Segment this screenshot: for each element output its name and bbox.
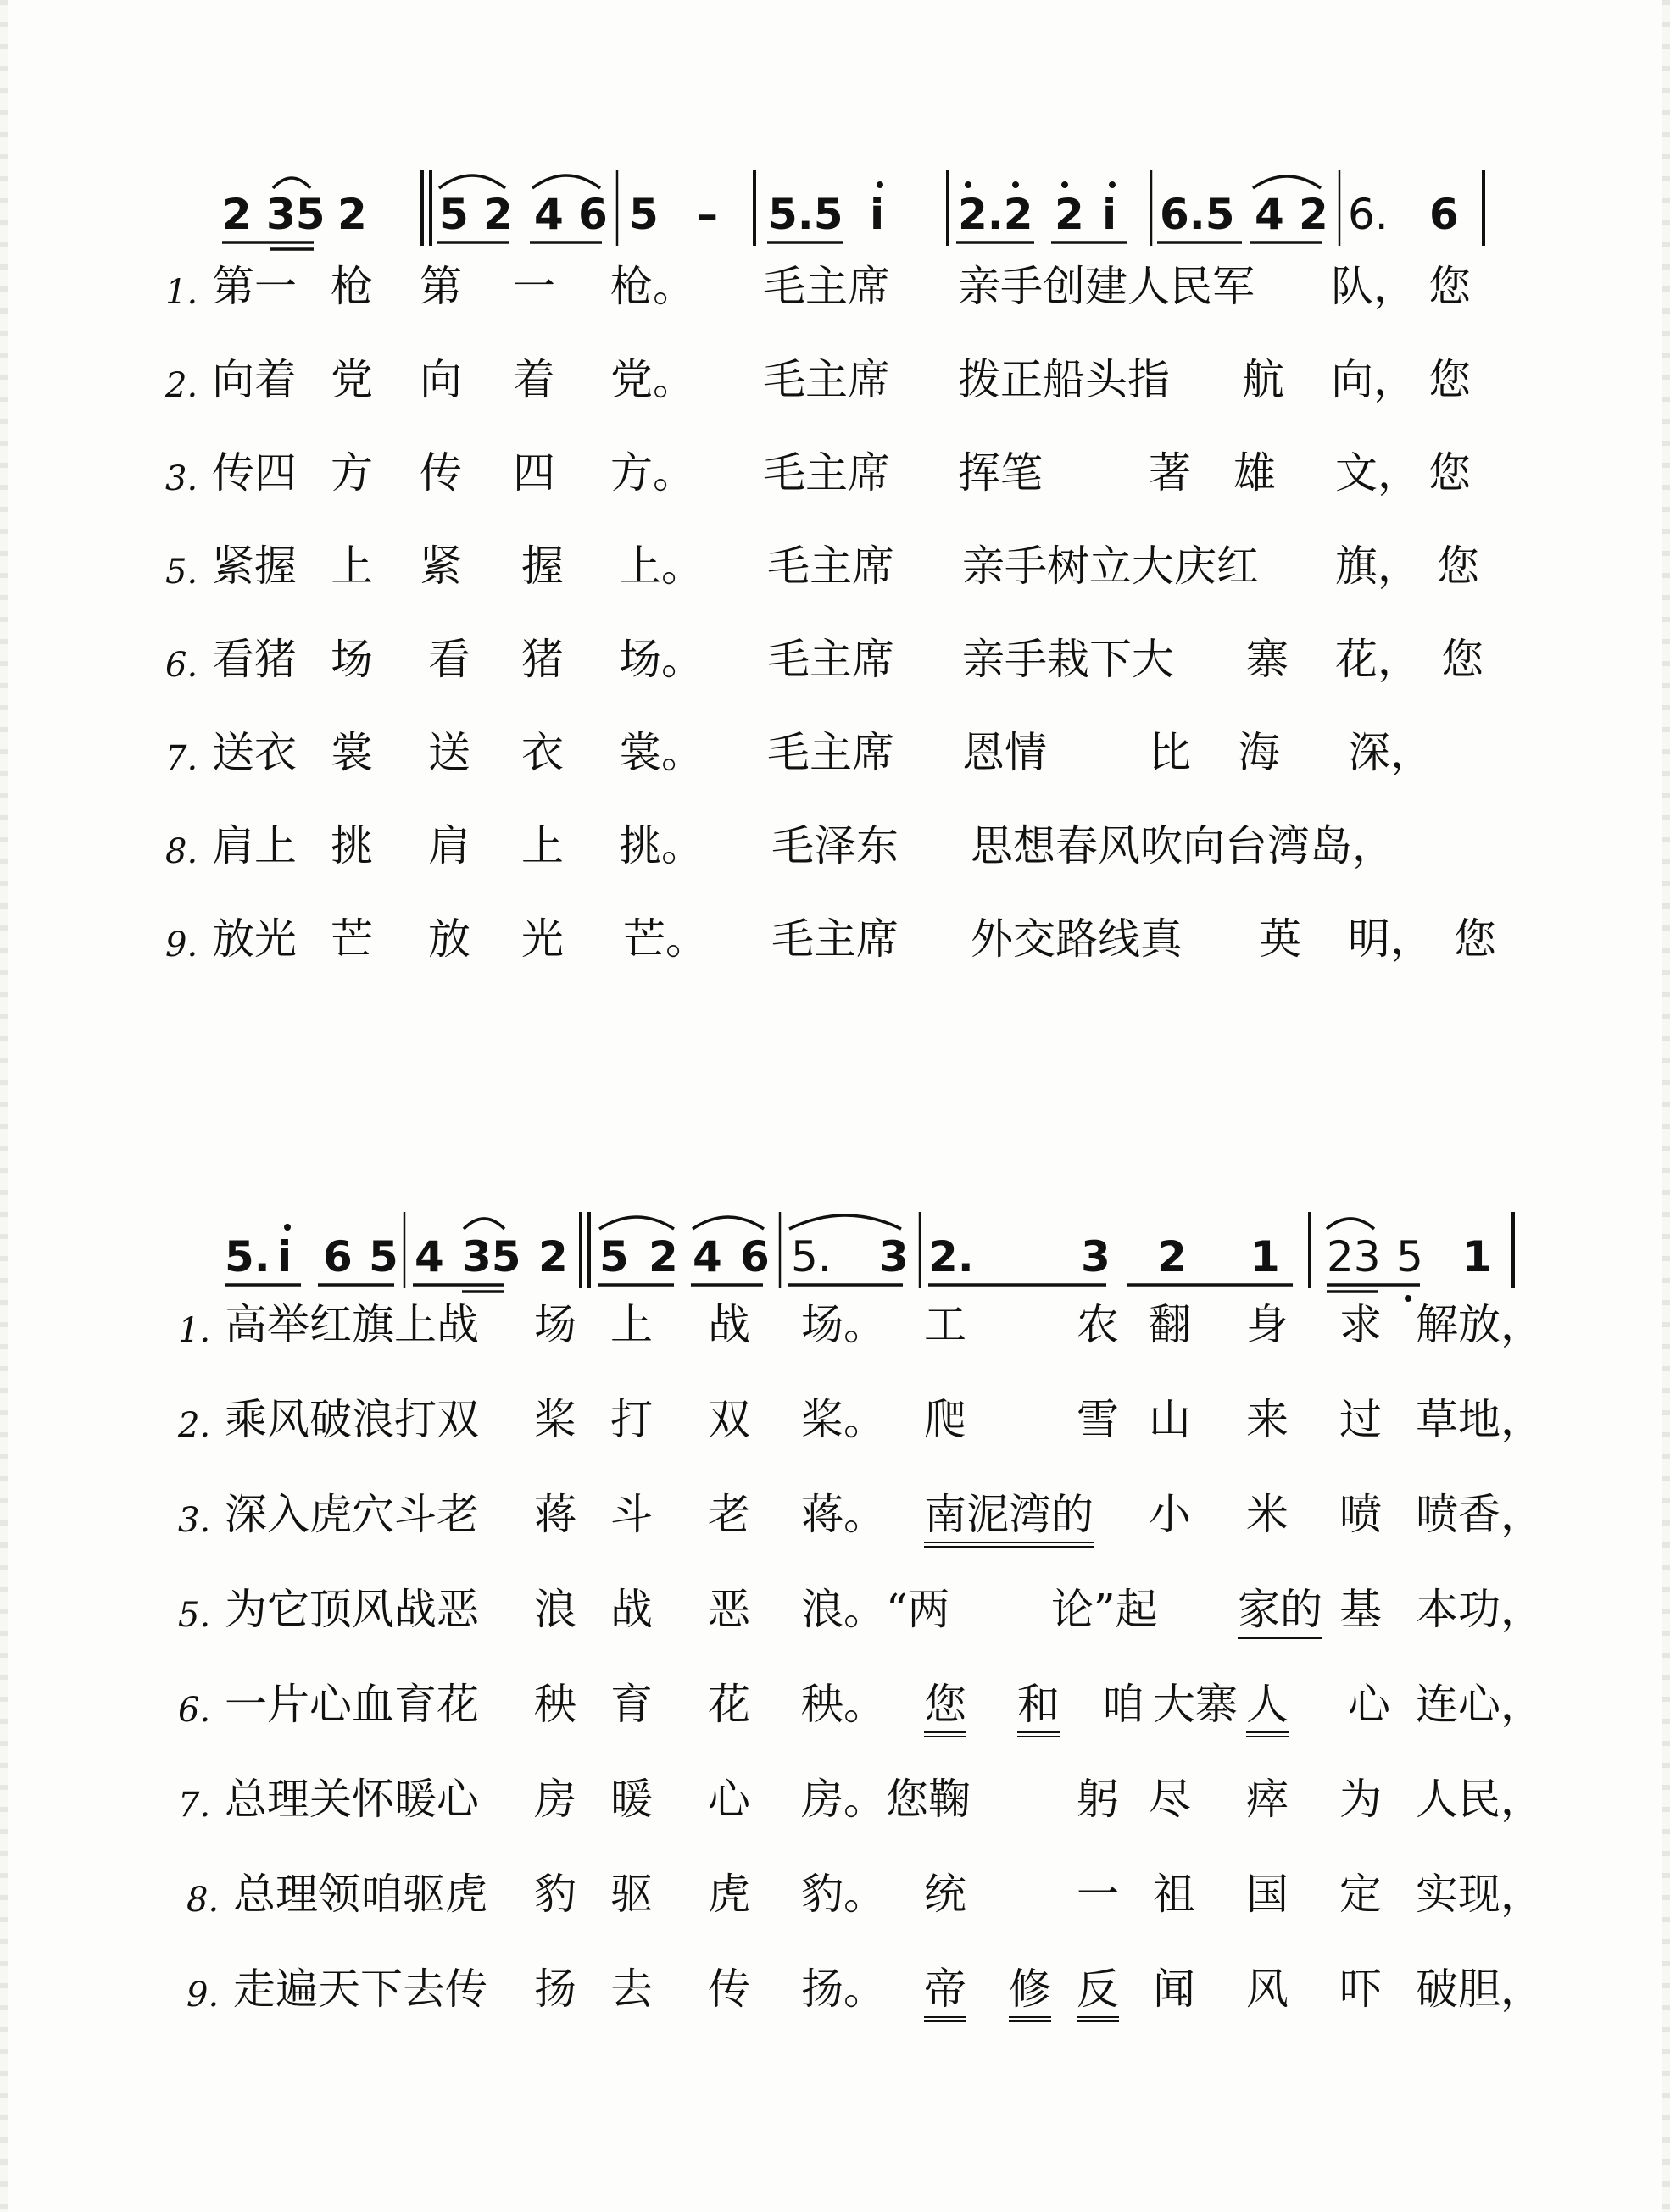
lyric-syllable: 心	[708, 1775, 750, 1824]
lyric-syllable: 总理关怀暖心	[225, 1775, 479, 1824]
lyric-line	[165, 627, 1522, 703]
note: 5	[439, 190, 469, 239]
lyric-syllable: 国	[1246, 1870, 1289, 1919]
lyric-syllable: 毛主席	[767, 542, 894, 591]
lyric-syllable: 房	[534, 1775, 576, 1824]
lyric-syllable: 为它顶风战恶	[225, 1585, 479, 1634]
lyric-syllable: 向	[420, 355, 462, 404]
note: –	[697, 190, 718, 239]
lyric-syllable: 枪	[331, 262, 373, 311]
note: 6	[323, 1232, 353, 1281]
lyric-syllable: 芒	[331, 914, 373, 964]
lyric-syllable: 放光	[212, 914, 297, 964]
lyric-syllable: 场	[534, 1300, 576, 1349]
note: 4	[415, 1232, 444, 1281]
lyric-syllable: 人	[1246, 1679, 1289, 1737]
note: 2	[222, 190, 252, 239]
high-octave-dot	[1061, 181, 1068, 188]
verse-number: 8.	[186, 1881, 220, 1920]
lyric-syllable: 浪	[534, 1585, 576, 1634]
lyric-syllable: 传	[420, 448, 462, 497]
lyric-syllable: 毛主席	[763, 448, 890, 497]
lyric-syllable: 和	[1017, 1679, 1060, 1737]
lyric-syllable: 传四	[212, 448, 297, 497]
lyric-syllable: 寨	[1246, 635, 1289, 684]
verse-number: 1.	[165, 273, 198, 312]
slur	[532, 175, 600, 188]
page-edge-right	[1662, 0, 1670, 2212]
lyric-syllable: 方	[331, 448, 373, 497]
lyric-syllable: 毛主席	[767, 635, 894, 684]
lyric-syllable: 闻	[1153, 1965, 1195, 2014]
lyric-syllable: 送衣	[212, 728, 297, 777]
lyric-syllable: 农	[1077, 1300, 1119, 1349]
note: 5.5	[768, 190, 843, 239]
lyric-syllable: 送	[428, 728, 470, 777]
lyric-syllable: 猪	[521, 635, 564, 684]
lyric-syllable: 英	[1259, 914, 1301, 964]
note: 5.	[791, 1232, 832, 1281]
note: 3	[879, 1232, 909, 1281]
lyric-syllable: 喷香，	[1416, 1490, 1543, 1539]
lyric-syllable: 第	[420, 262, 462, 311]
lyric-syllable: 花	[708, 1680, 750, 1729]
lyric-syllable: 秧。	[801, 1680, 886, 1729]
verse-number: 3.	[178, 1501, 211, 1540]
note: 4	[1255, 190, 1284, 239]
verse-number: 7.	[165, 739, 198, 778]
lyric-syllable: 向着	[212, 355, 297, 404]
lyric-line	[178, 1387, 1543, 1464]
lyric-syllable: 场。	[619, 635, 704, 684]
note: 6	[578, 190, 608, 239]
lyric-syllable: 枪。	[610, 262, 695, 311]
lyric-syllable: 方。	[610, 448, 695, 497]
lyric-syllable: 浪。“两	[801, 1585, 950, 1634]
lyric-syllable: 深入虎穴斗老	[225, 1490, 479, 1539]
lyric-syllable: 明，	[1348, 914, 1433, 964]
lyric-syllable: 扬。	[801, 1965, 886, 2014]
lyric-syllable: 旗，	[1335, 542, 1420, 591]
verse-number: 1.	[178, 1311, 211, 1350]
lyric-syllable: 毛主席	[763, 355, 890, 404]
note: 35	[266, 190, 326, 239]
note: i	[870, 190, 885, 239]
lyric-syllable: 外交路线真	[971, 914, 1183, 964]
lyric-syllable: 一	[513, 262, 555, 311]
lyric-syllable: 您	[1437, 542, 1479, 591]
lyric-syllable: 瘁	[1246, 1775, 1289, 1824]
lyric-syllable: 衣	[521, 728, 564, 777]
verse-number: 9.	[186, 1976, 220, 2015]
lyric-syllable: 裳	[331, 728, 373, 777]
lyric-syllable: 乘风破浪打双	[225, 1395, 479, 1444]
lyric-syllable: 一	[1077, 1870, 1119, 1919]
lyric-line	[165, 907, 1522, 983]
high-octave-dot	[1109, 181, 1116, 188]
lyric-syllable: 芒。	[623, 914, 708, 964]
lyric-syllable: 吓	[1339, 1965, 1382, 2014]
lyric-syllable: 蒋	[534, 1490, 576, 1539]
lyric-syllable: 放	[428, 914, 470, 964]
lyric-syllable: 传	[708, 1965, 750, 2014]
lyric-syllable: 雪	[1077, 1395, 1119, 1444]
lyric-syllable: 扬	[534, 1965, 576, 2014]
lyric-syllable: 毛主席	[767, 728, 894, 777]
note: 2	[1055, 190, 1084, 239]
lyric-syllable: 着	[513, 355, 555, 404]
verse-number: 8.	[165, 832, 198, 871]
note: 6.5	[1160, 190, 1235, 239]
slur	[439, 175, 505, 188]
note: 3	[1081, 1232, 1111, 1281]
lyric-syllable: 走遍天下去传	[233, 1965, 487, 2014]
lyric-syllable: 育	[610, 1680, 653, 1729]
lyric-line	[165, 534, 1522, 610]
lyric-syllable: 实现，	[1416, 1870, 1543, 1919]
lyric-line	[178, 1577, 1543, 1653]
lyric-syllable: 破胆，	[1416, 1965, 1543, 2014]
lyric-syllable: 草地，	[1416, 1395, 1543, 1444]
lyric-line	[178, 1482, 1543, 1559]
note: 5.	[225, 1232, 270, 1281]
lyric-syllable: 咱	[1102, 1680, 1144, 1729]
lyric-syllable: 文，	[1335, 448, 1420, 497]
lyric-syllable: 党。	[610, 355, 695, 404]
lyric-syllable: 爬	[924, 1395, 966, 1444]
lyric-syllable: 豹。	[801, 1870, 886, 1919]
lyric-syllable: 山	[1149, 1395, 1191, 1444]
lyric-syllable: 花，	[1335, 635, 1420, 684]
lyric-syllable: 统	[924, 1870, 966, 1919]
slur	[693, 1217, 764, 1229]
lyric-syllable: 毛主席	[771, 914, 899, 964]
lyric-syllable: 您	[924, 1679, 966, 1737]
lyric-syllable: 为	[1339, 1775, 1382, 1824]
lyric-syllable: 四	[513, 448, 555, 497]
lyric-syllable: 著	[1149, 448, 1191, 497]
lyric-syllable: 基	[1339, 1585, 1382, 1634]
note: 2.2	[958, 190, 1033, 239]
verse-number: 7.	[178, 1786, 211, 1825]
slur	[273, 178, 310, 188]
note: 5	[629, 190, 659, 239]
verse-number: 6.	[165, 646, 198, 685]
note: 5	[369, 1232, 398, 1281]
note: 2	[649, 1232, 678, 1281]
notation-marks	[216, 1187, 1522, 1297]
note: 6	[1429, 190, 1459, 239]
lyric-syllable: 恩情	[962, 728, 1047, 777]
lyric-syllable: 反	[1077, 1964, 1119, 2022]
lyric-line	[165, 720, 1522, 797]
note: 2	[1299, 190, 1328, 239]
verse-number: 5.	[165, 553, 198, 592]
lyric-syllable: 心	[1348, 1680, 1390, 1729]
lyric-syllable: 翻	[1149, 1300, 1191, 1349]
lyric-syllable: 秧	[534, 1680, 576, 1729]
lyric-syllable: 暖	[610, 1775, 653, 1824]
lyric-syllable: 上	[610, 1300, 653, 1349]
lyric-syllable: 虎	[708, 1870, 750, 1919]
note: 23	[1327, 1232, 1381, 1281]
lyric-syllable: 桨。	[801, 1395, 886, 1444]
lyric-syllable: 深，	[1348, 728, 1433, 777]
lyric-line	[165, 814, 1522, 890]
verse-number: 2.	[178, 1406, 211, 1445]
notation-line-1	[212, 144, 1517, 254]
note: 2.	[928, 1232, 974, 1281]
slur	[464, 1219, 504, 1229]
lyric-syllable: 老	[708, 1490, 750, 1539]
lyric-syllable: 双	[708, 1395, 750, 1444]
lyric-syllable: 肩上	[212, 821, 297, 870]
note: 4	[693, 1232, 722, 1281]
lyric-syllable: 海	[1238, 728, 1280, 777]
lyric-syllable: 您	[1441, 635, 1484, 684]
lyric-line	[186, 1957, 1543, 2033]
lyric-syllable: 亲手创建人民军	[958, 262, 1255, 311]
note: 2	[1157, 1232, 1187, 1281]
note: 6.	[1348, 190, 1389, 239]
lyric-syllable: 上	[521, 821, 564, 870]
lyric-syllable: 本功，	[1416, 1585, 1543, 1634]
lyric-syllable: 米	[1246, 1490, 1289, 1539]
note: 6	[740, 1232, 770, 1281]
lyric-syllable: 挥笔	[958, 448, 1043, 497]
lyric-syllable: 祖	[1153, 1870, 1195, 1919]
verse-number: 5.	[178, 1596, 211, 1635]
lyric-syllable: 党	[331, 355, 373, 404]
lyric-syllable: 定	[1339, 1870, 1382, 1919]
lyric-syllable: 房。您鞠	[801, 1775, 971, 1824]
lyric-syllable: 桨	[534, 1395, 576, 1444]
lyric-syllable: 战	[708, 1300, 750, 1349]
lyric-syllable: 上。	[619, 542, 704, 591]
lyric-syllable: 肩	[428, 821, 470, 870]
lyric-syllable: 看	[428, 635, 470, 684]
lyric-syllable: 您	[1428, 262, 1471, 311]
lyric-syllable: 帝	[924, 1964, 966, 2022]
high-octave-dot	[284, 1224, 291, 1231]
lyric-syllable: 上	[331, 542, 373, 591]
lyric-syllable: 小	[1149, 1490, 1191, 1539]
lyric-syllable: 思想春风吹向台湾岛，	[971, 821, 1394, 870]
high-octave-dot	[877, 181, 883, 188]
note: i	[277, 1232, 292, 1281]
note: 2	[337, 190, 367, 239]
note: 5	[599, 1232, 629, 1281]
lyric-syllable: 解放，	[1416, 1300, 1543, 1349]
lyric-syllable: 握	[521, 542, 564, 591]
slur	[1327, 1219, 1374, 1229]
lyric-syllable: 连心，	[1416, 1680, 1543, 1729]
lyric-syllable: 亲手栽下大	[962, 635, 1174, 684]
slur	[599, 1217, 674, 1229]
lyric-syllable: 队，	[1331, 262, 1416, 311]
lyric-syllable: 求	[1339, 1300, 1382, 1349]
lyric-syllable: 拨正船头指	[958, 355, 1170, 404]
lyric-syllable: 去	[610, 1965, 653, 2014]
note: i	[1102, 190, 1117, 239]
lyric-syllable: 蒋。	[801, 1490, 886, 1539]
note: 2	[483, 190, 513, 239]
lyric-syllable: 向，	[1331, 355, 1416, 404]
high-octave-dot	[1012, 181, 1019, 188]
slur	[1253, 176, 1321, 188]
lyric-syllable: 总理领咱驱虎	[233, 1870, 487, 1919]
lyric-syllable: 您	[1454, 914, 1496, 964]
slur	[789, 1215, 901, 1229]
lyric-syllable: 挑。	[619, 821, 704, 870]
lyric-syllable: 比	[1149, 728, 1191, 777]
high-octave-dot	[965, 181, 971, 188]
lyric-syllable: 躬	[1077, 1775, 1119, 1824]
page-edge-left	[0, 0, 8, 2212]
lyric-syllable: 雄	[1233, 448, 1276, 497]
lyric-line	[178, 1672, 1543, 1748]
lyric-syllable: 喷	[1339, 1490, 1382, 1539]
note: 1	[1462, 1232, 1492, 1281]
lyric-syllable: 亲手树立大庆红	[962, 542, 1259, 591]
verse-number: 9.	[165, 925, 198, 964]
note: 2	[538, 1232, 568, 1281]
lyric-line	[178, 1767, 1543, 1843]
notation-line-2	[216, 1187, 1522, 1297]
lyric-syllable: 过	[1339, 1395, 1382, 1444]
lyric-syllable: 论”起	[1051, 1585, 1158, 1634]
lyric-syllable: 您	[1428, 355, 1471, 404]
lyric-syllable: 光	[521, 914, 564, 964]
lyric-syllable: 南泥湾的	[924, 1489, 1094, 1548]
lyric-syllable: 豹	[534, 1870, 576, 1919]
lyric-syllable: 打	[610, 1395, 653, 1444]
lyric-syllable: 紧	[420, 542, 462, 591]
lyric-syllable: 场。	[801, 1300, 886, 1349]
lyric-syllable: 一片心血育花	[225, 1680, 479, 1729]
lyric-syllable: 看猪	[212, 635, 297, 684]
note: 4	[534, 190, 564, 239]
lyric-line	[165, 254, 1522, 331]
lyric-syllable: 修	[1009, 1964, 1051, 2022]
lyric-syllable: 大寨	[1153, 1680, 1238, 1729]
lyric-syllable: 场	[331, 635, 373, 684]
lyric-syllable: 斗	[610, 1490, 653, 1539]
lyric-syllable: 风	[1246, 1965, 1289, 2014]
lyric-syllable: 裳。	[619, 728, 704, 777]
lyric-syllable: 人民，	[1416, 1775, 1543, 1824]
note: 35	[462, 1232, 521, 1281]
verse-number: 3.	[165, 459, 198, 498]
lyric-syllable: 工	[924, 1300, 966, 1349]
lyric-syllable: 航	[1242, 355, 1284, 404]
lyric-line	[165, 347, 1522, 424]
lyric-syllable: 尽	[1149, 1775, 1191, 1824]
lyric-syllable: 驱	[610, 1870, 653, 1919]
lyric-syllable: 毛主席	[763, 262, 890, 311]
lyric-syllable: 战	[610, 1585, 653, 1634]
lyric-syllable: 第一	[212, 262, 297, 311]
lyric-syllable: 紧握	[212, 542, 297, 591]
lyric-syllable: 身	[1246, 1300, 1289, 1349]
lyric-syllable: 您	[1428, 448, 1471, 497]
lyric-syllable: 家的	[1238, 1584, 1322, 1639]
lyric-line	[186, 1862, 1543, 1938]
lyric-syllable: 来	[1246, 1395, 1289, 1444]
note: 1	[1250, 1232, 1280, 1281]
verse-number: 2.	[165, 366, 198, 405]
lyric-syllable: 挑	[331, 821, 373, 870]
lyric-line	[178, 1292, 1543, 1369]
lyric-line	[165, 441, 1522, 517]
verse-number: 6.	[178, 1691, 211, 1730]
note: 5	[1396, 1232, 1423, 1281]
lyric-syllable: 恶	[708, 1585, 750, 1634]
lyric-syllable: 毛泽东	[771, 821, 899, 870]
lyric-syllable: 高举红旗上战	[225, 1300, 479, 1349]
